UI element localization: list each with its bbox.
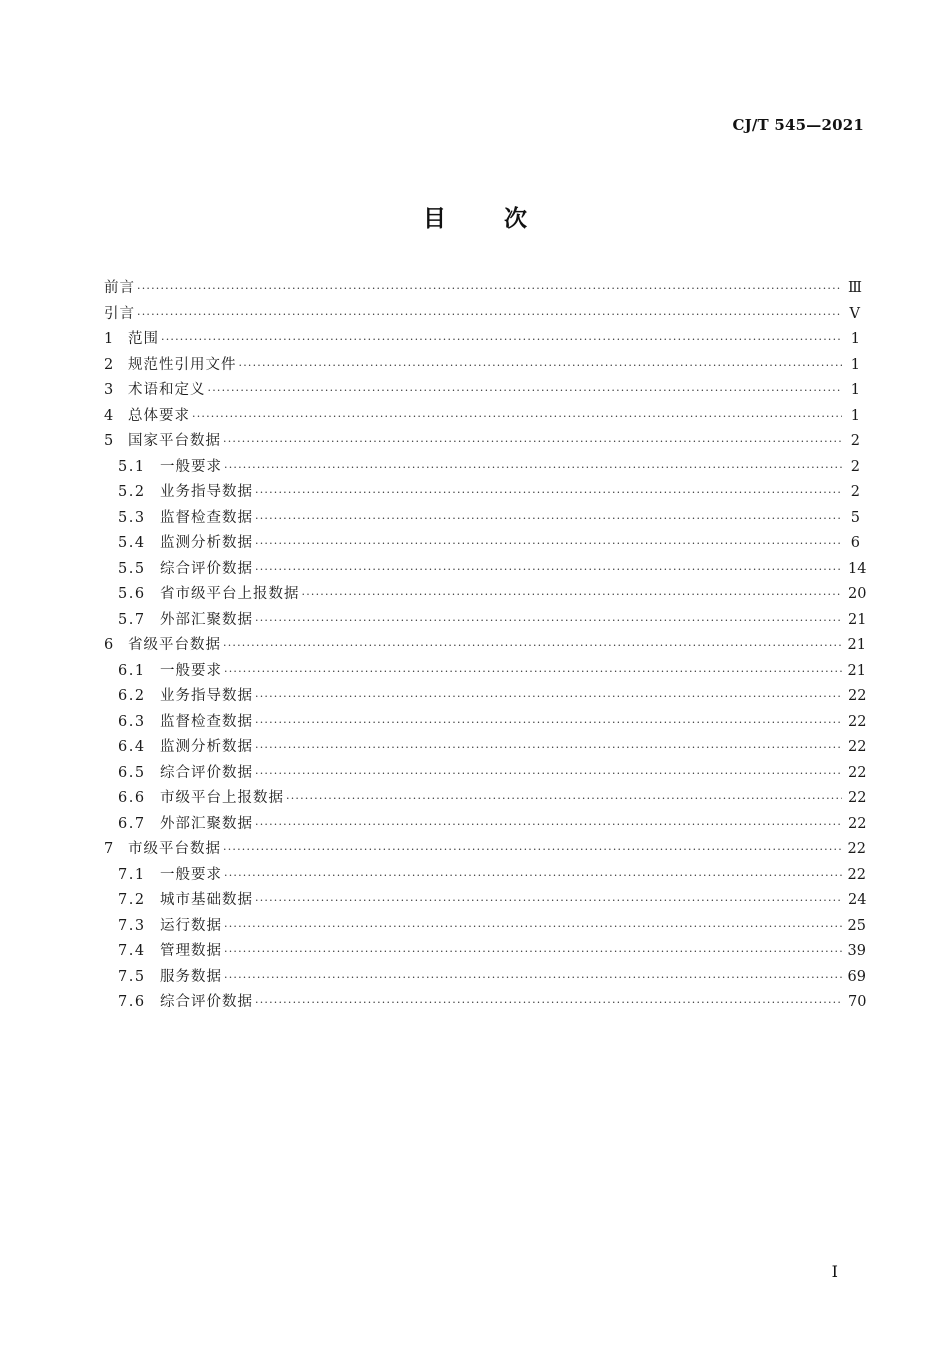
toc-entry[interactable] [104,353,860,379]
toc-entry-page: 1 [850,356,860,373]
toc-dot-leader [255,710,842,736]
toc-dot-leader [255,684,842,710]
toc-dot-leader [255,480,842,506]
toc-entry[interactable] [104,837,866,863]
toc-entry-page: 22 [848,739,867,755]
toc-entry-number: 1 [104,331,114,347]
toc-entry-page: 21 [847,637,866,653]
toc-entry-page: Ⅲ [848,280,862,296]
toc-entry-number: 7.5 [118,968,146,985]
toc-entry[interactable] [104,378,860,404]
toc-entry-page: 1 [850,407,860,424]
toc-entry[interactable] [104,939,866,965]
toc-entry-label: 城市基础数据 [160,892,253,908]
toc-entry-number: 5.5 [118,560,146,577]
toc-entry-number: 6.7 [118,815,146,832]
toc-entry-number: 6.1 [118,662,146,679]
toc-entry-label: 市级平台上报数据 [160,790,284,806]
toc-entry-label: 综合评价数据 [160,994,253,1010]
toc-entry-number: 6.5 [118,764,146,781]
toc-entry[interactable] [104,404,860,430]
toc-dot-leader [255,506,842,532]
toc-dot-leader [255,531,842,557]
toc-dot-leader [223,837,841,863]
toc-entry-number: 7.2 [118,892,146,908]
toc-entry-number: 5.4 [118,535,146,551]
toc-entry-label: 外部汇聚数据 [160,611,253,628]
toc-entry-page: 14 [848,560,867,577]
toc-entry[interactable] [104,608,867,634]
toc-entry-page: 5 [850,509,860,526]
toc-entry-label: 一般要求 [160,458,222,475]
toc-entry-page: 6 [850,535,860,551]
toc-entry-number: 6.2 [118,688,146,704]
toc-entry-number: 5.2 [118,484,146,500]
toc-entry-page: 22 [848,764,867,781]
toc-dot-leader [224,939,842,965]
document-code: CJ/T 545—2021 [732,116,864,134]
toc-entry-number: 4 [104,407,114,424]
toc-entry-label: 一般要求 [160,866,222,883]
toc-dot-leader [255,888,842,914]
toc-dot-leader [255,735,842,761]
toc-entry-label: 运行数据 [160,917,222,934]
toc-dot-leader [255,608,842,634]
page-number: Ⅰ [831,1262,838,1281]
toc-entry-label: 监测分析数据 [160,739,253,755]
toc-dot-leader [255,812,842,838]
toc-dot-leader [255,557,842,583]
toc-entry[interactable] [104,914,866,940]
toc-entry[interactable] [104,812,867,838]
toc-entry-page: 69 [847,968,866,985]
toc-entry-page: 21 [847,662,866,679]
toc-entry[interactable] [104,480,860,506]
toc-entry-label: 省级平台数据 [128,637,221,653]
toc-entry-page: 21 [848,611,867,628]
toc-entry-page: Ⅴ [849,305,860,322]
toc-entry-label: 规范性引用文件 [128,356,237,373]
toc-entry-page: 22 [848,790,867,806]
toc-entry-number: 6.6 [118,790,146,806]
toc-entry-number: 5.6 [118,586,146,602]
toc-entry-label: 术语和定义 [128,382,206,398]
toc-entry[interactable] [104,455,860,481]
toc-entry-label: 范围 [128,331,159,347]
toc-dot-leader [223,429,842,455]
toc-dot-leader [255,990,842,1016]
toc-entry[interactable] [104,863,866,889]
toc-dot-leader [224,965,842,991]
toc-entry[interactable] [104,506,860,532]
toc-entry[interactable] [104,582,867,608]
toc-entry-number: 5.3 [118,509,146,526]
toc-entry-number: 7.4 [118,943,146,959]
toc-entry-page: 22 [847,841,866,857]
toc-entry[interactable] [104,531,860,557]
toc-dot-leader [255,761,842,787]
toc-entry-number: 2 [104,356,114,373]
toc-dot-leader [208,378,843,404]
toc-entry-page: 25 [847,917,866,934]
toc-entry[interactable] [104,633,866,659]
toc-entry-number: 5.7 [118,611,146,628]
toc-dot-leader [224,455,842,481]
toc-entry-label: 引言 [104,305,135,322]
toc-entry-label: 前言 [104,280,135,296]
toc-entry-label: 一般要求 [160,662,222,679]
toc-entry[interactable] [104,888,867,914]
toc-entry-label: 总体要求 [128,407,190,424]
toc-entry-page: 39 [847,943,866,959]
page-title: 目次 [423,206,585,232]
toc-dot-leader [223,633,841,659]
toc-entry-page: 22 [848,713,867,730]
toc-entry-page: 2 [850,433,860,449]
toc-dot-leader [239,353,843,379]
toc-entry-page: 20 [848,586,867,602]
toc-entry[interactable] [104,302,860,328]
table-of-contents [104,276,867,1016]
toc-entry-number: 7.3 [118,917,146,934]
toc-dot-leader [161,327,842,353]
toc-dot-leader [286,786,842,812]
toc-dot-leader [224,914,842,940]
toc-entry-label: 市级平台数据 [128,841,221,857]
toc-entry-label: 管理数据 [160,943,222,959]
toc-entry-page: 22 [848,815,867,832]
toc-entry[interactable] [104,710,867,736]
toc-entry-page: 1 [850,382,860,398]
toc-entry-number: 6.3 [118,713,146,730]
toc-entry-page: 1 [850,331,860,347]
toc-entry-number: 7.1 [118,866,146,883]
toc-entry[interactable] [104,786,867,812]
toc-entry[interactable] [104,761,867,787]
toc-dot-leader [137,276,842,302]
toc-entry-label: 综合评价数据 [160,764,253,781]
toc-entry-label: 外部汇聚数据 [160,815,253,832]
toc-dot-leader [192,404,842,430]
toc-entry-label: 业务指导数据 [160,484,253,500]
toc-entry-number: 3 [104,382,114,398]
toc-entry-label: 省市级平台上报数据 [160,586,300,602]
toc-entry-number: 5.1 [118,458,146,475]
toc-entry-page: 70 [848,994,867,1010]
toc-dot-leader [224,659,842,685]
toc-entry[interactable] [104,429,860,455]
toc-entry-label: 国家平台数据 [128,433,221,449]
toc-entry-number: 7.6 [118,994,146,1010]
toc-entry-page: 2 [850,458,860,475]
toc-entry-page: 22 [848,688,867,704]
toc-entry[interactable] [104,684,867,710]
toc-entry[interactable] [104,990,867,1016]
toc-entry-label: 监测分析数据 [160,535,253,551]
toc-entry-page: 24 [848,892,867,908]
toc-entry[interactable] [104,965,866,991]
toc-entry-label: 监督检查数据 [160,713,253,730]
toc-entry-label: 业务指导数据 [160,688,253,704]
toc-entry[interactable] [104,327,860,353]
toc-dot-leader [224,863,842,889]
toc-entry-label: 监督检查数据 [160,509,253,526]
toc-entry-number: 6.4 [118,739,146,755]
toc-entry[interactable] [104,735,867,761]
toc-entry-number: 5 [104,433,114,449]
toc-entry-page: 22 [847,866,866,883]
toc-entry-number: 7 [104,841,114,857]
toc-entry-page: 2 [850,484,860,500]
toc-entry[interactable] [104,659,866,685]
toc-dot-leader [302,582,843,608]
toc-dot-leader [137,302,842,328]
toc-entry[interactable] [104,557,867,583]
toc-entry-label: 服务数据 [160,968,222,985]
toc-entry[interactable] [104,276,860,302]
toc-entry-number: 6 [104,637,114,653]
toc-entry-label: 综合评价数据 [160,560,253,577]
